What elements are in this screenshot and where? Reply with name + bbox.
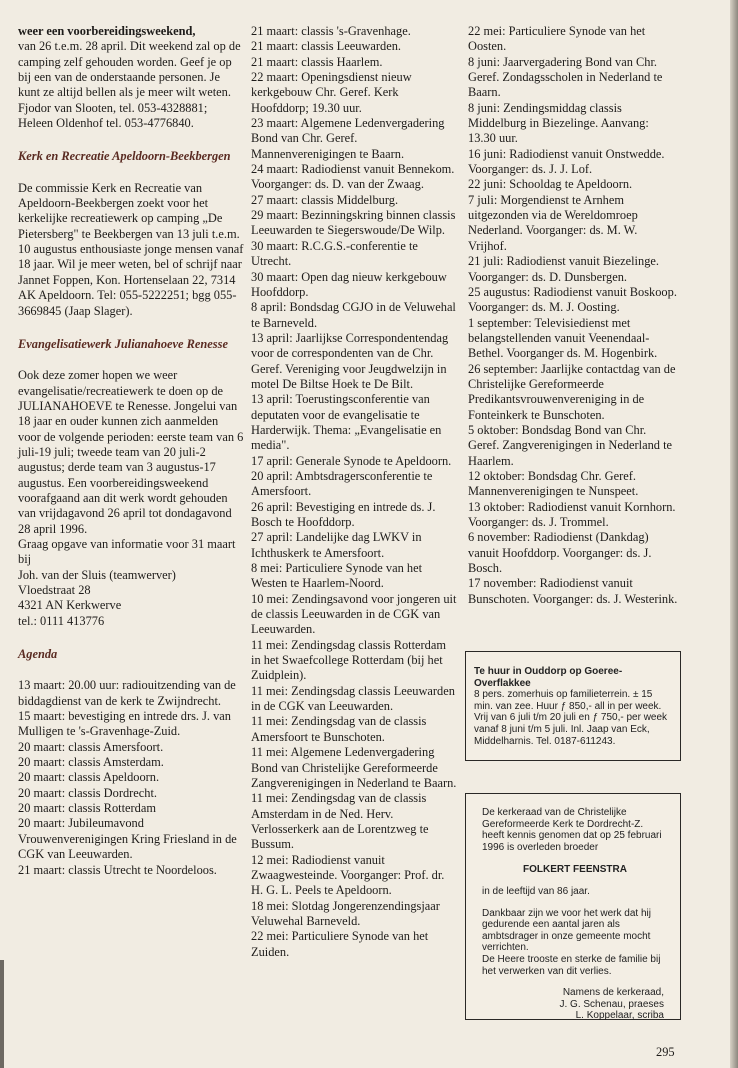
- agenda-item: 22 maart: Openingsdienst nieuw kerkgebouw Chr. Geref. Kerk Hoofddorp; 19.30 uur.: [251, 70, 412, 115]
- agenda-item: 20 maart: Jubileumavond Vrouwenverenigingen Kring Friesland in de CGK van Leeuwarden.: [18, 816, 237, 862]
- agenda-item: 17 november: Radiodienst vanuit Bunschoten. Voorganger: ds. J. Westerink.: [468, 576, 678, 606]
- agenda-item: 18 mei: Slotdag Jongerenzendingsjaar Veluwehal Barneveld.: [251, 898, 440, 928]
- rental-ad-title: Te huur in Ouddorp op Goeree-Overflakkee: [474, 666, 623, 689]
- agenda-item: 16 juni: Radiodienst vanuit Onstwedde. Voorganger: ds. J. J. Lof.: [468, 146, 665, 177]
- page-number: 295: [656, 1045, 675, 1059]
- obituary-age: in de leeftijd van 86 jaar.: [482, 885, 590, 897]
- heading-agenda: Agenda: [18, 647, 58, 662]
- address-line: tel.: 0111 413776: [18, 613, 105, 628]
- obituary-name: FOLKERT FEENSTRA: [523, 864, 627, 876]
- address-line: 4321 AN Kerkwerve: [18, 598, 122, 613]
- obituary-intro: De kerkeraad van de Christelijke Gereformeerde Kerk te Dordrecht-Z. heeft kennis genomen dat op 25 februari 1996 is overleden broeder: [482, 807, 662, 853]
- page-edge-shadow: [0, 960, 4, 1068]
- agenda-item: 21 maart: classis 's-Gravenhage.: [251, 24, 411, 38]
- agenda-item: 20 maart: classis Amsterdam.: [18, 755, 164, 770]
- agenda-item: 8 juni: Jaarvergadering Bond van Chr. Geref. Zondagsscholen in Nederland te Baarn.: [468, 54, 663, 100]
- agenda-item: 20 maart: classis Rotterdam: [18, 801, 156, 816]
- agenda-item: 7 juli: Morgendienst te Arnhem uitgezonden via de Wereldomroep Nederland. Voorganger: ds. M. W. Vrijhof.: [468, 192, 638, 253]
- agenda-item: 20 maart: classis Dordrecht.: [18, 785, 158, 800]
- agenda-item: 25 augustus: Radiodienst vanuit Boskoop. Voorganger: ds. M. J. Oosting.: [468, 284, 677, 315]
- agenda-item: 26 april: Bevestiging en intrede ds. J. Bosch te Hoofddorp.: [251, 499, 436, 529]
- kerk-recreatie-text: De commissie Kerk en Recreatie van Apeldoorn-Beekbergen zoekt voor het kerkelijke recreatiewerk op camping „De Pietersberg" te Beekbergen van 13 juli t.e.m. 10 augustus enthousiaste jonge mensen vanaf 18 jaar. Wil je meer weten, bel of schrijf naar Jannet Foppen, Kon. Hortenselaan 22, 7314 AK Apeldoorn. Tel: 055-5222251; bgg 055-3669845 (Jaap Slager).: [18, 180, 244, 318]
- agenda-item: 26 september: Jaarlijke contactdag van de Christelijke Gereformeerde Predikantsvrouwenvereniging in de Fonteinkerk te Bunschoten.: [468, 361, 676, 422]
- heading-kerk-recreatie: Kerk en Recreatie Apeldoorn-Beekbergen: [18, 149, 231, 164]
- agenda-item: 8 april: Bondsdag CGJO in de Veluwehal te Barneveld.: [251, 300, 456, 330]
- agenda-item: 23 maart: Algemene Ledenvergadering Bond van Chr. Geref. Mannenverenigingen te Baarn.: [251, 116, 445, 161]
- signature-line: L. Koppelaar, scriba: [575, 1010, 664, 1022]
- agenda-item: 30 maart: Open dag nieuw kerkgebouw Hoofddorp.: [251, 269, 447, 299]
- agenda-item: 22 mei: Particuliere Synode van het Oosten.: [468, 24, 646, 54]
- agenda-list-part1: [18, 678, 244, 877]
- agenda-item: 21 juli: Radiodienst vanuit Biezelinge. Voorganger: ds. D. Dunsbergen.: [468, 254, 659, 284]
- evangelisatie-text: Ook deze zomer hopen we weer evangelisatie/recreatiewerk te doen op de JULIANAHOEVE te Renesse. Jongelui van 18 jaar en ouder kunnen zich aanmelden voor de volgende perioden: eerste team van 6 juli-19 juli; tweede team van 20 juli-2 augustus; derde team van 3 augustus-17 augustus. Een voorbereidingsweekend voorafgaand aan dit werk wordt gehouden van vrijdagavond 26 april tot dondagavond 28 april 1996.: [18, 368, 244, 536]
- agenda-item: 11 mei: Zendingsdag van de classis Amsterdam in de Ned. Herv. Verlosserkerk aan de Lorentzweg te Bussum.: [251, 791, 429, 852]
- evangelisatie-info: Graag opgave van informatie voor 31 maart bij: [18, 536, 236, 567]
- agenda-item: 17 april: Generale Synode te Apeldoorn.: [251, 453, 452, 468]
- agenda-item: 21 maart: classis Haarlem.: [251, 54, 383, 69]
- signature-line: Namens de kerkeraad,: [562, 987, 664, 999]
- agenda-item: 27 maart: classis Middelburg.: [251, 192, 399, 207]
- address-line: Joh. van der Sluis (teamwerver): [18, 567, 176, 582]
- column-right: [468, 24, 678, 607]
- agenda-item: 29 maart: Bezinningskring binnen classis Leeuwarden te Siegerswoude/De Wilp.: [251, 208, 456, 238]
- agenda-item: 20 april: Ambtsdragersconferentie te Amersfoort.: [251, 468, 433, 499]
- agenda-item: 15 maart: bevestiging en intrede drs. J. van Mulligen te 's-Gravenhage-Zuid.: [18, 709, 231, 739]
- agenda-item: 21 maart: classis Utrecht te Noordeloos.: [18, 862, 217, 877]
- agenda-item: 21 maart: classis Leeuwarden.: [251, 39, 402, 54]
- page-binding-shadow: [730, 0, 738, 1068]
- rental-ad-box: [465, 651, 681, 761]
- column-left: [18, 24, 244, 878]
- agenda-item: 30 maart: R.C.G.S.-conferentie te Utrecht.: [251, 238, 418, 269]
- agenda-item: 13 oktober: Radiodienst vanuit Kornhorn. Voorganger: ds. J. Trommel.: [468, 499, 676, 529]
- agenda-item: 20 maart: classis Apeldoorn.: [18, 770, 160, 785]
- address-line: Vloedstraat 28: [18, 583, 91, 597]
- agenda-item: 5 oktober: Bondsdag Bond van Chr. Geref. Zangverenigingen in Nederland te Haarlem.: [468, 422, 673, 468]
- column-middle: [251, 24, 457, 960]
- agenda-item: 11 mei: Zendingsdag classis Rotterdam in het Swaefcollege Rotterdam (bij het Zuidplein).: [251, 637, 447, 683]
- agenda-item: 20 maart: classis Amersfoort.: [18, 739, 164, 754]
- rental-ad-body: 8 pers. zomerhuis op familieterrein. ± 15 min. van zee. Huur ƒ 850,- all in per week. Vrij van 6 juli t/m 20 juli en ƒ 750,- per week vanaf 8 juni t/m 5 juli. Inl. Jaap van Eck, Middelharnis. Tel. 0187-611243.: [474, 689, 668, 747]
- agenda-item: 11 mei: Zendingsdag classis Leeuwarden in de CGK van Leeuwarden.: [251, 683, 455, 714]
- agenda-item: 12 mei: Radiodienst vanuit Zwaagwesteinde. Voorganger: Prof. dr. H. G. L. Peels te Apeldoorn.: [251, 852, 445, 898]
- agenda-item: 24 maart: Radiodienst vanuit Bennekom. Voorganger: ds. D. van der Zwaag.: [251, 162, 455, 192]
- lead-paragraph: [18, 24, 244, 101]
- agenda-item: 13 april: Jaarlijkse Correspondentendag voor de correspondenten van de Chr. Geref. Vereniging voor Jeugdwelzijn in motel De Biltse Hoek te De Bilt.: [251, 330, 449, 391]
- lead-rest: van 26 t.e.m. 28 april. Dit weekend zal op de camping zelf gehouden worden. Geef je op bij een van de onderstaande personen. Je kunt ze altijd bellen als je meer wilt weten.: [18, 39, 241, 100]
- agenda-item: 8 mei: Particuliere Synode van het Westen te Haarlem-Noord.: [251, 561, 423, 591]
- agenda-item: 22 juni: Schooldag te Apeldoorn.: [468, 177, 633, 192]
- obituary-thanks: Dankbaar zijn we voor het werk dat hij gedurende een aantal jaren als ambtsdrager in onze gemeente mocht verrichten.: [482, 907, 651, 954]
- agenda-item: 10 mei: Zendingsavond voor jongeren uit de classis Leeuwarden in de CGK van Leeuwarden.: [251, 591, 457, 637]
- agenda-item: 27 april: Landelijke dag LWKV in Ichthuskerk te Amersfoort.: [251, 530, 422, 560]
- agenda-item: 22 mei: Particuliere Synode van het Zuiden.: [251, 929, 429, 959]
- agenda-item: 13 april: Toerustingsconferentie van deputaten voor de evangelisatie te Harderwijk. Thema: „Evangelisatie en media".: [251, 392, 442, 453]
- agenda-item: 11 mei: Zendingsdag van de classis Amersfoort te Bunschoten.: [251, 714, 427, 744]
- agenda-item: 12 oktober: Bondsdag Chr. Geref. Mannenverenigingen te Nunspeet.: [468, 468, 639, 499]
- obituary-signature: [482, 987, 668, 1022]
- agenda-item: 6 november: Radiodienst (Dankdag) vanuit Hoofddorp. Voorganger: ds. J. Bosch.: [468, 530, 652, 576]
- agenda-item: 13 maart: 20.00 uur: radiouitzending van de biddagdienst van de kerk te Zwijndrecht.: [18, 678, 236, 708]
- contact-line: Fjodor van Slooten, tel. 053-4328881; Heleen Oldenhof tel. 053-4776840.: [18, 100, 208, 131]
- agenda-item: 1 september: Televisiedienst met belangstellenden vanuit Veenendaal-Bethel. Voorganger ds. M. Hogenbirk.: [468, 315, 658, 361]
- agenda-item: 11 mei: Algemene Ledenvergadering Bond van Christelijke Gereformeerde Zangverenigingen in Nederland te Baarn.: [251, 745, 457, 790]
- obituary-comfort: De Heere trooste en sterke de familie bij het verwerken van dit verlies.: [482, 953, 661, 977]
- signature-line: J. G. Schenau, praeses: [559, 998, 664, 1010]
- agenda-item: 8 juni: Zendingsmiddag classis Middelburg in Biezelinge. Aanvang: 13.30 uur.: [468, 100, 649, 146]
- heading-evangelisatie: Evangelisatiewerk Julianahoeve Renesse: [18, 336, 228, 351]
- obituary-box: [465, 793, 681, 1020]
- lead-bold: weer een voorbereidingsweekend,: [18, 24, 196, 38]
